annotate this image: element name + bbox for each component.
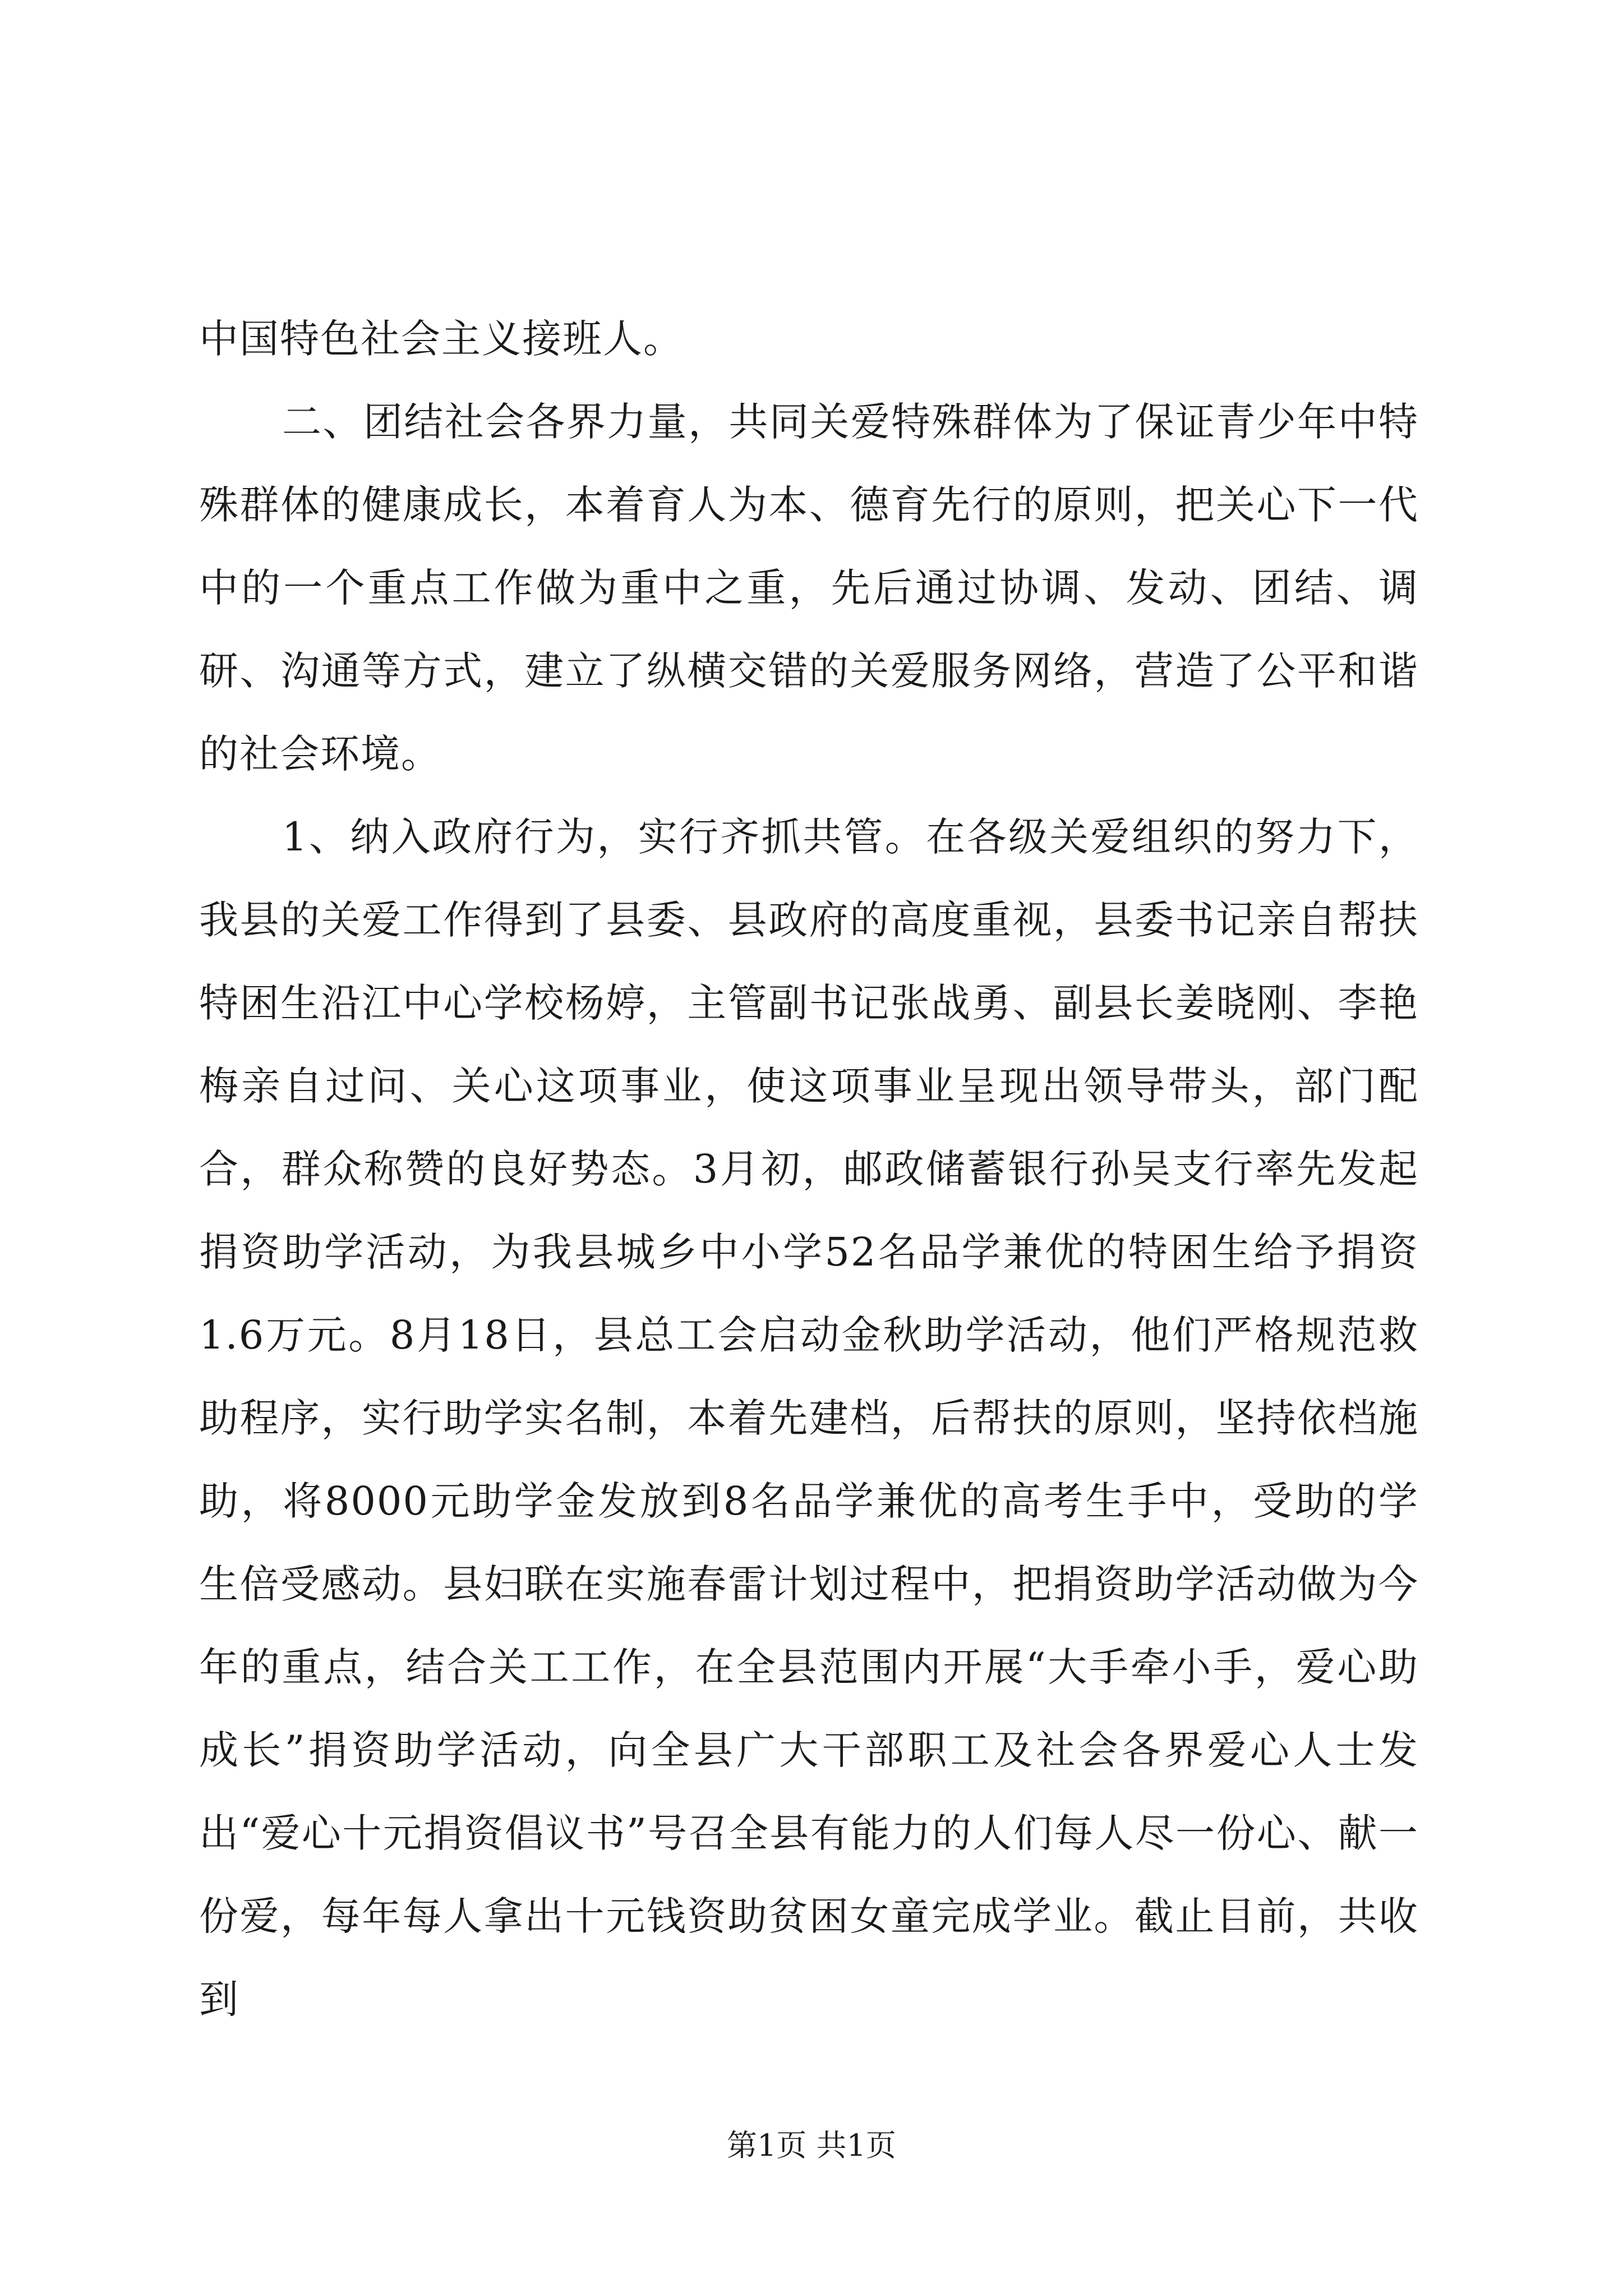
page-footer: 第1页 共1页 [727, 2128, 896, 2163]
paragraph-item-one: 1、纳入政府行为，实行齐抓共管。在各级关爱组织的努力下，我县的关爱工作得到了县委、县政府的高度重视，县委书记亲自帮扶特困生沿江中心学校杨婷，主管副书记张战勇、副县长姜晓刚、李艳梅亲自过问、关心这项事业，使这项事业呈现出领导带头，部门配合，群众称赞的良好势态。3月初，邮政储蓄银行孙吴支行率先发起捐资助学活动，为我县城乡中小学52名品学兼优的特困生给予捐资1.6万元。8月18日，县总工会启动金秋助学活动，他们严格规范救助程序，实行助学实名制，本着先建档，后帮扶的原则，坚持依档施助，将8000元助学金发放到8名品学兼优的高考生手中，受助的学生倍受感动。县妇联在实施春雷计划过程中，把捐资助学活动做为今年的重点，结合关工工作，在全县范围内开展“大手牵小手，爱心助成长”捐资助学活动，向全县广大干部职工及社会各界爱心人士发出“爱心十元捐资倡议书”号召全县有能力的人们每人尽一份心、献一份爱，每年每人拿出十元钱资助贫困女童完成学业。截止目前，共收到 [199, 814, 1419, 2022]
paragraph-continuation: 中国特色社会主义接班人。 [199, 316, 684, 362]
document-body [199, 297, 1419, 2041]
paragraph-section-two: 二、团结社会各界力量，共同关爱特殊群体为了保证青少年中特殊群体的健康成长，本着育人为本、德育先行的原则，把关心下一代中的一个重点工作做为重中之重，先后通过协调、发动、团结、调研、沟通等方式，建立了纵横交错的关爱服务网络，营造了公平和谐的社会环境。 [199, 399, 1419, 777]
